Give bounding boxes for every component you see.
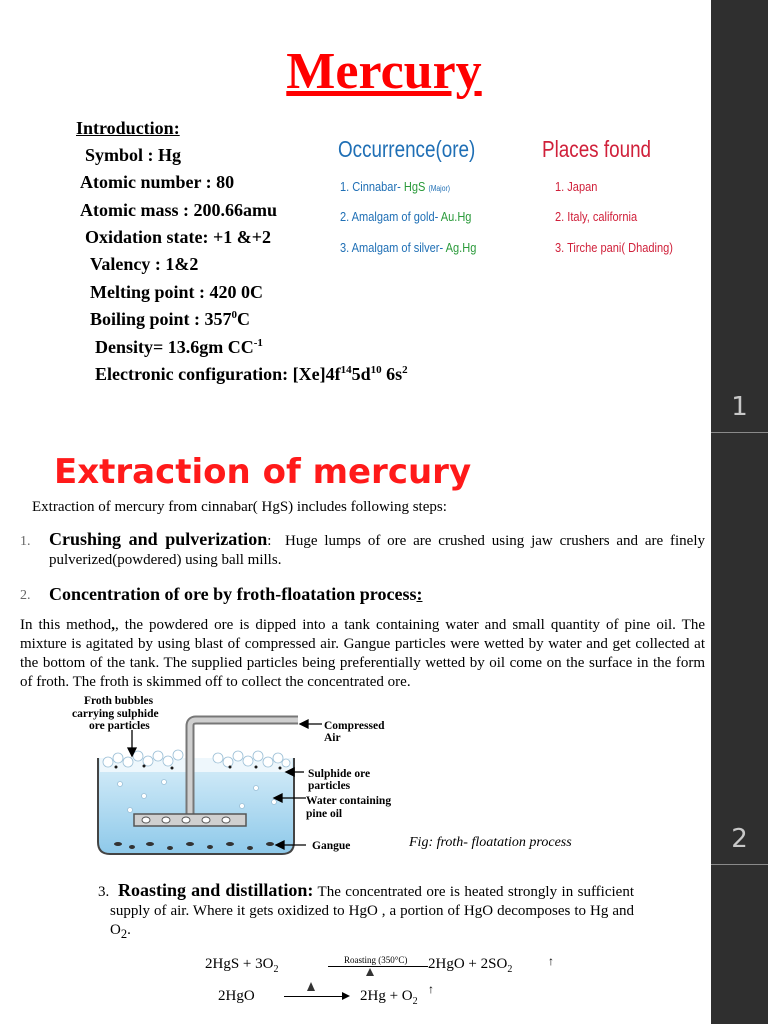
slide-panel-strip	[711, 0, 768, 1024]
gas-up-arrow-icon: ↑	[548, 954, 554, 968]
equation-2-products: $2Hg + O_2$	[360, 988, 418, 1007]
step1-paragraph: Crushing and pulverization: Huge lumps of ore are crushed using jaw crushers and are finely pulverized(powdered) using ball mills.	[49, 529, 705, 568]
ore-item: 3. Amalgam of silver- Ag.Hg	[340, 240, 477, 255]
occurrence-heading: Occurrence(ore)	[338, 136, 476, 162]
reaction-arrow	[284, 996, 346, 997]
diagram-label-froth: ore particles	[89, 720, 150, 732]
density-text: Density= 13.6gm $CC^{-1}$	[95, 337, 263, 357]
diagram-label-water: Water containing	[306, 795, 392, 807]
place-item: 3. Tirche pani( Dhading)	[555, 240, 673, 255]
slide-divider	[711, 432, 768, 433]
electronic-configuration-text: Electronic configuration: $[Xe]4f^{14}5d^{10}$ $6s^2$	[95, 364, 408, 384]
gas-up-arrow-icon: ↑	[428, 982, 434, 996]
section-intro: Extraction of mercury from cinnabar( HgS) includes following steps:	[32, 499, 447, 515]
heat-triangle-icon	[307, 982, 315, 991]
arrow-head-icon	[342, 992, 350, 1000]
equation-2-reactant: 2HgO	[218, 988, 255, 1004]
step2-heading: Concentration of ore by froth-floatation process:	[49, 584, 423, 604]
froth-floatation-diagram	[60, 692, 440, 860]
step3-paragraph: Roasting and distillation: The concentrated ore is heated strongly in sufficient supply of air. Where it gets oxidized to HgO , a portion of HgO decomposes to Hg and $O_2$.	[110, 880, 634, 941]
diagram-label-sulphide: Sulphide ore	[308, 768, 371, 780]
ore-item: 2. Amalgam of gold- Au.Hg	[340, 209, 472, 224]
slide-number-2[interactable]: 2	[731, 824, 748, 854]
reaction-arrow	[328, 966, 428, 967]
ore-item: 1. Cinnabar- HgS (Major)	[340, 179, 451, 194]
diagram-label-air: Compressed	[324, 720, 385, 732]
valency-text: Valency : 1&2	[90, 254, 199, 274]
diagram-label-gangue: Gangue	[312, 840, 351, 852]
oxidation-state-text: Oxidation state: +1 &+2	[85, 227, 272, 247]
melting-point-text: Melting point : 420 0C	[90, 282, 263, 302]
step-number: 3.	[98, 884, 110, 900]
section-title: Extraction of mercury	[54, 452, 472, 492]
places-heading: Places found	[542, 136, 652, 162]
diagram-label-water: pine oil	[306, 808, 343, 820]
equation-1-products: $2HgO + 2SO_2$	[428, 956, 513, 975]
equation-1-condition: Roasting (350°C)	[344, 955, 408, 965]
page-title: Mercury	[286, 43, 482, 100]
diagram-label-froth: carrying sulphide	[72, 708, 159, 720]
symbol-text: Symbol : Hg	[85, 145, 182, 165]
diagram-label-air: Air	[324, 732, 341, 744]
intro-heading: Introduction:	[76, 118, 180, 138]
diagram-label-froth: Froth bubbles	[84, 695, 154, 707]
atomic-number-text: Atomic number : 80	[80, 172, 235, 192]
place-item: 2. Italy, california	[555, 209, 638, 224]
figure-caption: Fig: froth- floatation process	[409, 835, 572, 850]
slide-divider	[711, 864, 768, 865]
heat-triangle-icon	[366, 968, 374, 976]
equation-1-reactants: $2HgS + 3O_2$	[205, 956, 279, 975]
atomic-mass-text: Atomic mass : 200.66amu	[80, 200, 277, 220]
slide-number-1[interactable]: 1	[731, 392, 748, 422]
boiling-point-text: Boiling point : $357^0C$	[90, 309, 251, 329]
step-number: 1.	[20, 534, 31, 549]
step-number: 2.	[20, 588, 31, 603]
place-item: 1. Japan	[555, 179, 598, 194]
diagram-label-sulphide: particles	[308, 780, 351, 792]
froth-process-paragraph: In this method,, the powdered ore is dipped into a tank containing water and small quantity of pine oil. The mixture is agitated by using blast of compressed air. Gangue particles were wetted by water and get collected at the bottom of the tank. The supplied particles being preferentially wetted by oil come on the surface in the form of froth. The froth is skimmed off to collect the concentrated ore.	[20, 617, 705, 690]
